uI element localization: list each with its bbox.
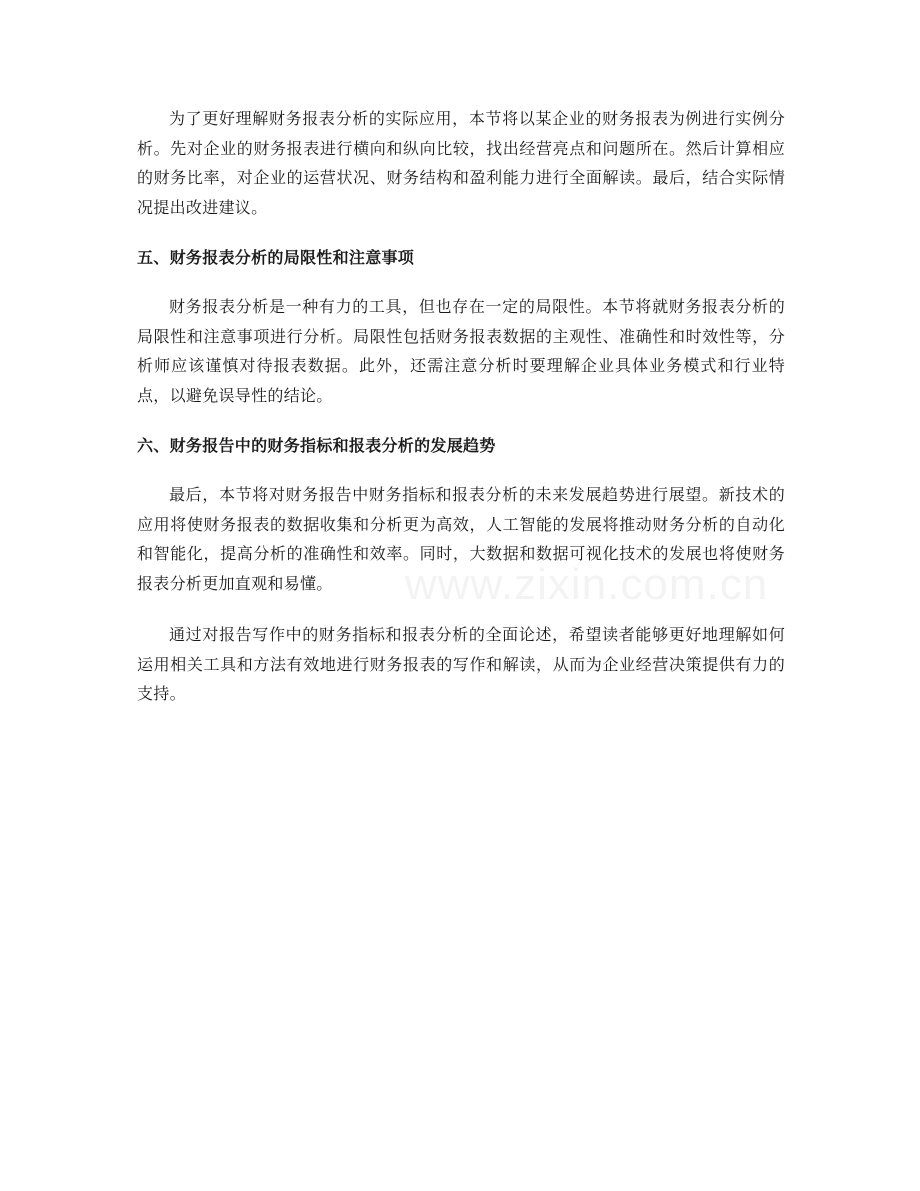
section-heading-trends: 六、财务报告中的财务指标和报表分析的发展趋势 bbox=[137, 436, 496, 455]
paragraph-practical-application: 为了更好理解财务报表分析的实际应用，本节将以某企业的财务报表为例进行实例分析。先对企业的财务报表进行横向和纵向比较，找出经营亮点和问题所在。然后计算相应的财务比率，对企业的运营状况、财务结构和盈利能力进行全面解读。最后，结合实际情况提出改进建议。 bbox=[137, 109, 785, 217]
watermark bbox=[405, 560, 768, 610]
paragraph-trends: 最后，本节将对财务报告中财务指标和报表分析的未来发展趋势进行展望。新技术的应用将使财务报表的数据收集和分析更为高效，人工智能的发展将推动财务分析的自动化和智能化，提高分析的准确性和效率。同时，大数据和数据可视化技术的发展也将使财务报表分析更加直观和易懂。 bbox=[137, 485, 785, 593]
document-body bbox=[137, 104, 785, 709]
section-heading-limitations: 五、财务报表分析的局限性和注意事项 bbox=[137, 248, 415, 267]
paragraph-limitations: 财务报表分析是一种有力的工具，但也存在一定的局限性。本节将就财务报表分析的局限性和注意事项进行分析。局限性包括财务报表数据的主观性、准确性和时效性等，分析师应该谨慎对待报表数据。此外，还需注意分析时要理解企业具体业务模式和行业特点，以避免误导性的结论。 bbox=[137, 297, 785, 405]
paragraph-conclusion: 通过对报告写作中的财务指标和报表分析的全面论述，希望读者能够更好地理解如何运用相关工具和方法有效地进行财务报表的写作和解读，从而为企业经营决策提供有力的支持。 bbox=[137, 625, 785, 703]
